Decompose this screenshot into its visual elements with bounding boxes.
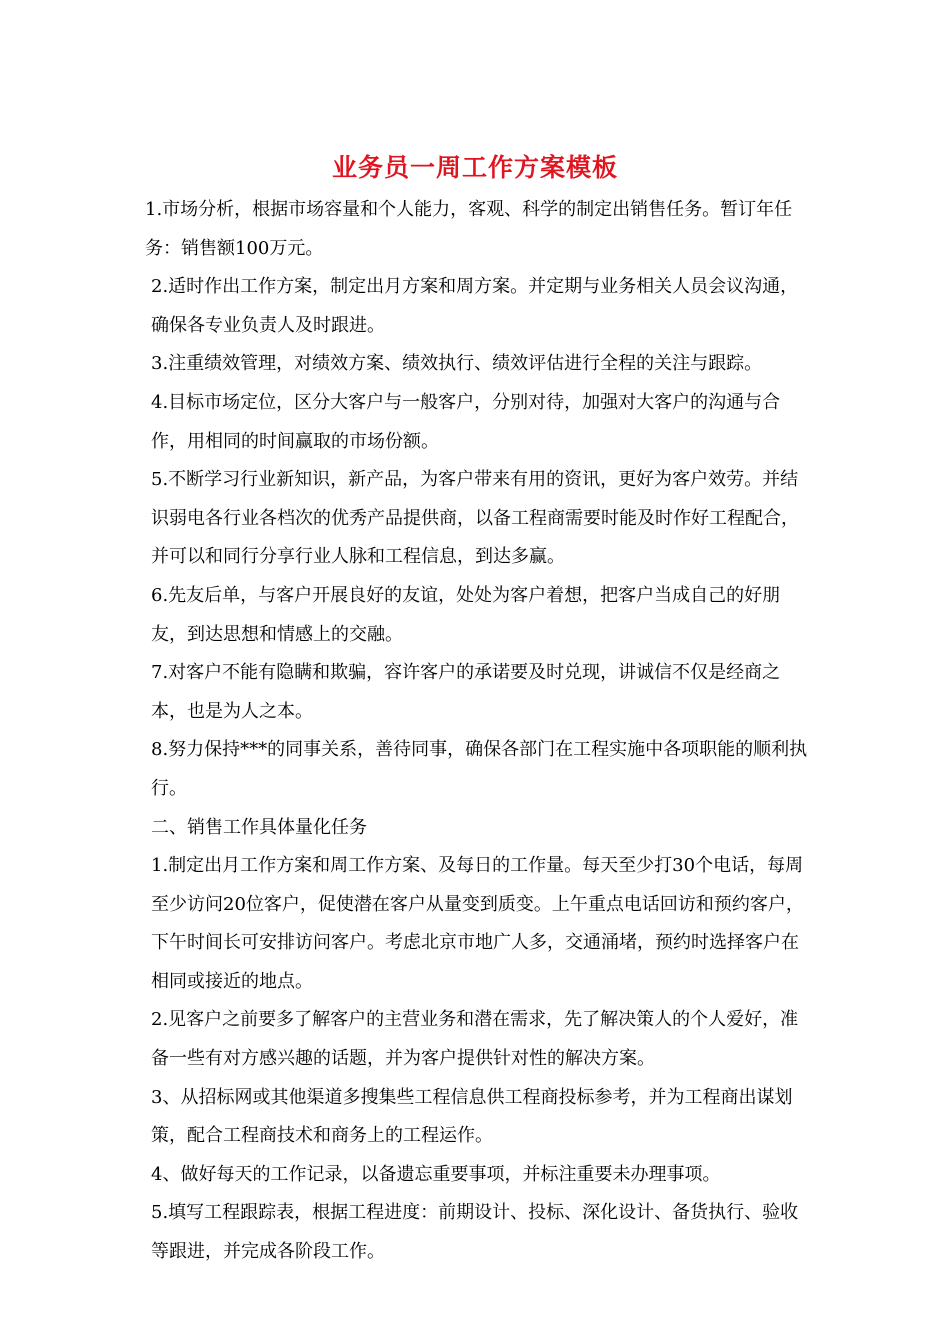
- paragraph-1: 1.市场分析，根据市场容量和个人能力，客观、科学的制定出销售任务。暂订年任务：销售额100万元。: [145, 199, 793, 259]
- paragraph-12: 4、做好每天的工作记录，以备遗忘重要事项，并标注重要未办理事项。: [151, 1163, 721, 1185]
- paragraph-8: 8.努力保持***的同事关系，善待同事，确保各部门在工程实施中各项职能的顺利执行。: [151, 739, 808, 799]
- paragraph-2: 2.适时作出工作方案，制定出月方案和周方案。并定期与业务相关人员会议沟通，确保各专业负责人及时跟进。: [151, 276, 799, 336]
- paragraph-6: 6.先友后单，与客户开展良好的友谊，处处为客户着想，把客户当成自己的好朋友，到达思想和情感上的交融。: [151, 584, 781, 645]
- paragraph-4: 4.目标市场定位，区分大客户与一般客户，分别对待，加强对大客户的沟通与合作，用相同的时间赢取的市场份额。: [151, 391, 781, 452]
- paragraph-7: 7.对客户不能有隐瞒和欺骗，容许客户的承诺要及时兑现，讲诚信不仅是经商之本，也是为人之本。: [151, 662, 781, 722]
- section-heading-2: 二、销售工作具体量化任务: [151, 816, 367, 838]
- paragraph-9: 1.制定出月工作方案和周工作方案、及每日的工作量。每天至少打30个电话，每周至少访问20位客户，促使潜在客户从量变到质变。上午重点电话回访和预约客户，下午时间长可安排访问客户。考虑北京市地广人多，交通涌堵，预约时选择客户在相同或接近的地点。: [151, 855, 804, 992]
- paragraph-3: 3.注重绩效管理，对绩效方案、绩效执行、绩效评估进行全程的关注与跟踪。: [151, 353, 763, 375]
- paragraph-13: 5.填写工程跟踪表，根据工程进度：前期设计、投标、深化设计、备货执行、验收等跟进，并完成各阶段工作。: [151, 1202, 799, 1263]
- paragraph-5: 5.不断学习行业新知识，新产品，为客户带来有用的资讯，更好为客户效劳。并结识弱电各行业各档次的优秀产品提供商，以备工程商需要时能及时作好工程配合，并可以和同行分享行业人脉和工程信息，到达多赢。: [151, 469, 799, 568]
- paragraph-11: 3、从招标网或其他渠道多搜集些工程信息供工程商投标参考，并为工程商出谋划策，配合工程商技术和商务上的工程运作。: [151, 1086, 793, 1147]
- paragraph-10: 2.见客户之前要多了解客户的主营业务和潜在需求，先了解决策人的个人爱好，准备一些有对方感兴趣的话题，并为客户提供针对性的解决方案。: [151, 1009, 799, 1070]
- document-body: [145, 191, 815, 1272]
- page-title: 业务员一周工作方案模板: [331, 153, 618, 182]
